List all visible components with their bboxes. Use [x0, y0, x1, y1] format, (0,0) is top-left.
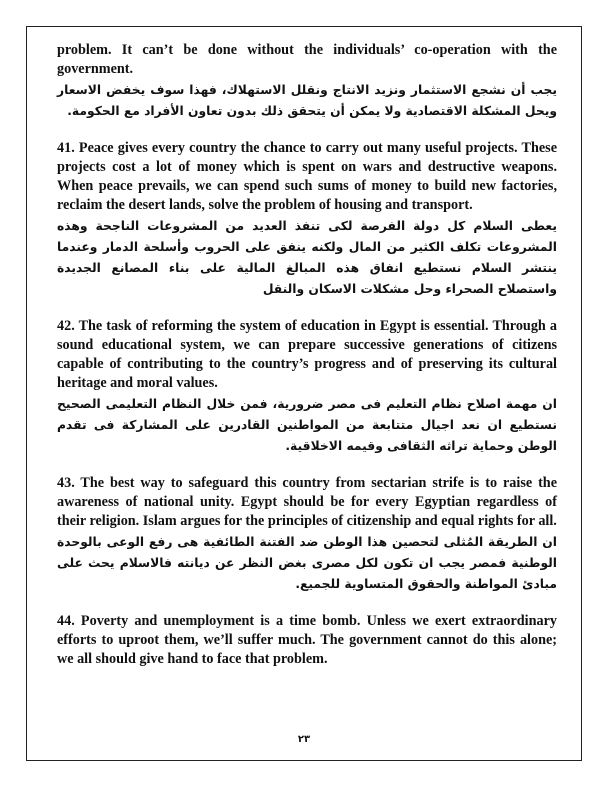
english-text: problem. It can’t be done without the individuals’ co-operation with the government.	[57, 42, 557, 77]
english-text: 42. The task of reforming the system of education in Egypt is essential. Through a sound educational system, we can prepare successive generations of citizens capable of contributing to the country’s progress and of preserving its cultural heritage and moral values.	[57, 318, 557, 391]
english-text: 41. Peace gives every country the chance to carry out many useful projects. These projects cost a lot of money which is spent on wars and destructive weapons. When peace prevails, we can spend such sums of money to build new factories, reclaim the desert lands, solve the problem of housing and transport.	[57, 140, 557, 213]
paragraph-42	[57, 317, 557, 457]
page-content	[57, 41, 557, 669]
paragraph-43	[57, 474, 557, 595]
english-text: 44. Poverty and unemployment is a time bomb. Unless we exert extraordinary efforts to uproot them, we’ll suffer much. The government cannot do this alone; we all should give hand to face that problem.	[57, 613, 557, 667]
arabic-translation: يعطى السلام كل دولة الفرصة لكى تنفذ العديد من المشروعات الناجحة وهذه المشروعات تكلف الكثير من المال ولكنه ينفق على الحروب وأسلحة الدمار وعندما ينتشر السلام نستطيع انفاق هذه المبالغ المالية على بناء المصانع الجديدة واستصلاح الصحراء وحل مشكلات الاسكان والنقل	[57, 219, 557, 296]
arabic-translation: ان مهمة اصلاح نظام التعليم فى مصر ضرورية، فمن خلال النظام التعليمى الصحيح نستطيع ان نعد اجيال متتابعة من المواطنين القادرين على المشاركة فى تقدم الوطن وحماية تراثه الثقافى وقيمه الاخلاقية.	[57, 397, 557, 453]
page-number: ٢٣	[297, 734, 311, 745]
paragraph-41	[57, 139, 557, 300]
page-border	[26, 26, 582, 761]
arabic-translation: ان الطريقة المُثلى لتحصين هذا الوطن ضد الفتنة الطائفية هى رفع الوعى بالوحدة الوطنية فمصر يجب ان تكون لكل مصرى بغض النظر عن ديانته فالاسلام يحث على مبادئ المواطنة والحقوق المتساوية للجميع.	[57, 535, 557, 591]
english-text: 43. The best way to safeguard this country from sectarian strife is to raise the awareness of national unity. Egypt should be for every Egyptian regardless of their religion. Islam argues for the principles of citizenship and equal rights for all.	[57, 475, 557, 529]
paragraph-40-continuation	[57, 41, 557, 122]
arabic-translation: يجب أن نشجع الاستثمار ونزيد الانتاج ونقلل الاستهلاك، فهذا سوف يخفض الاسعار ويحل المشكلة الاقتصادية ولا يمكن أن يتحقق ذلك بدون تعاون الأفراد مع الحكومة.	[57, 83, 557, 118]
paragraph-44	[57, 612, 557, 669]
